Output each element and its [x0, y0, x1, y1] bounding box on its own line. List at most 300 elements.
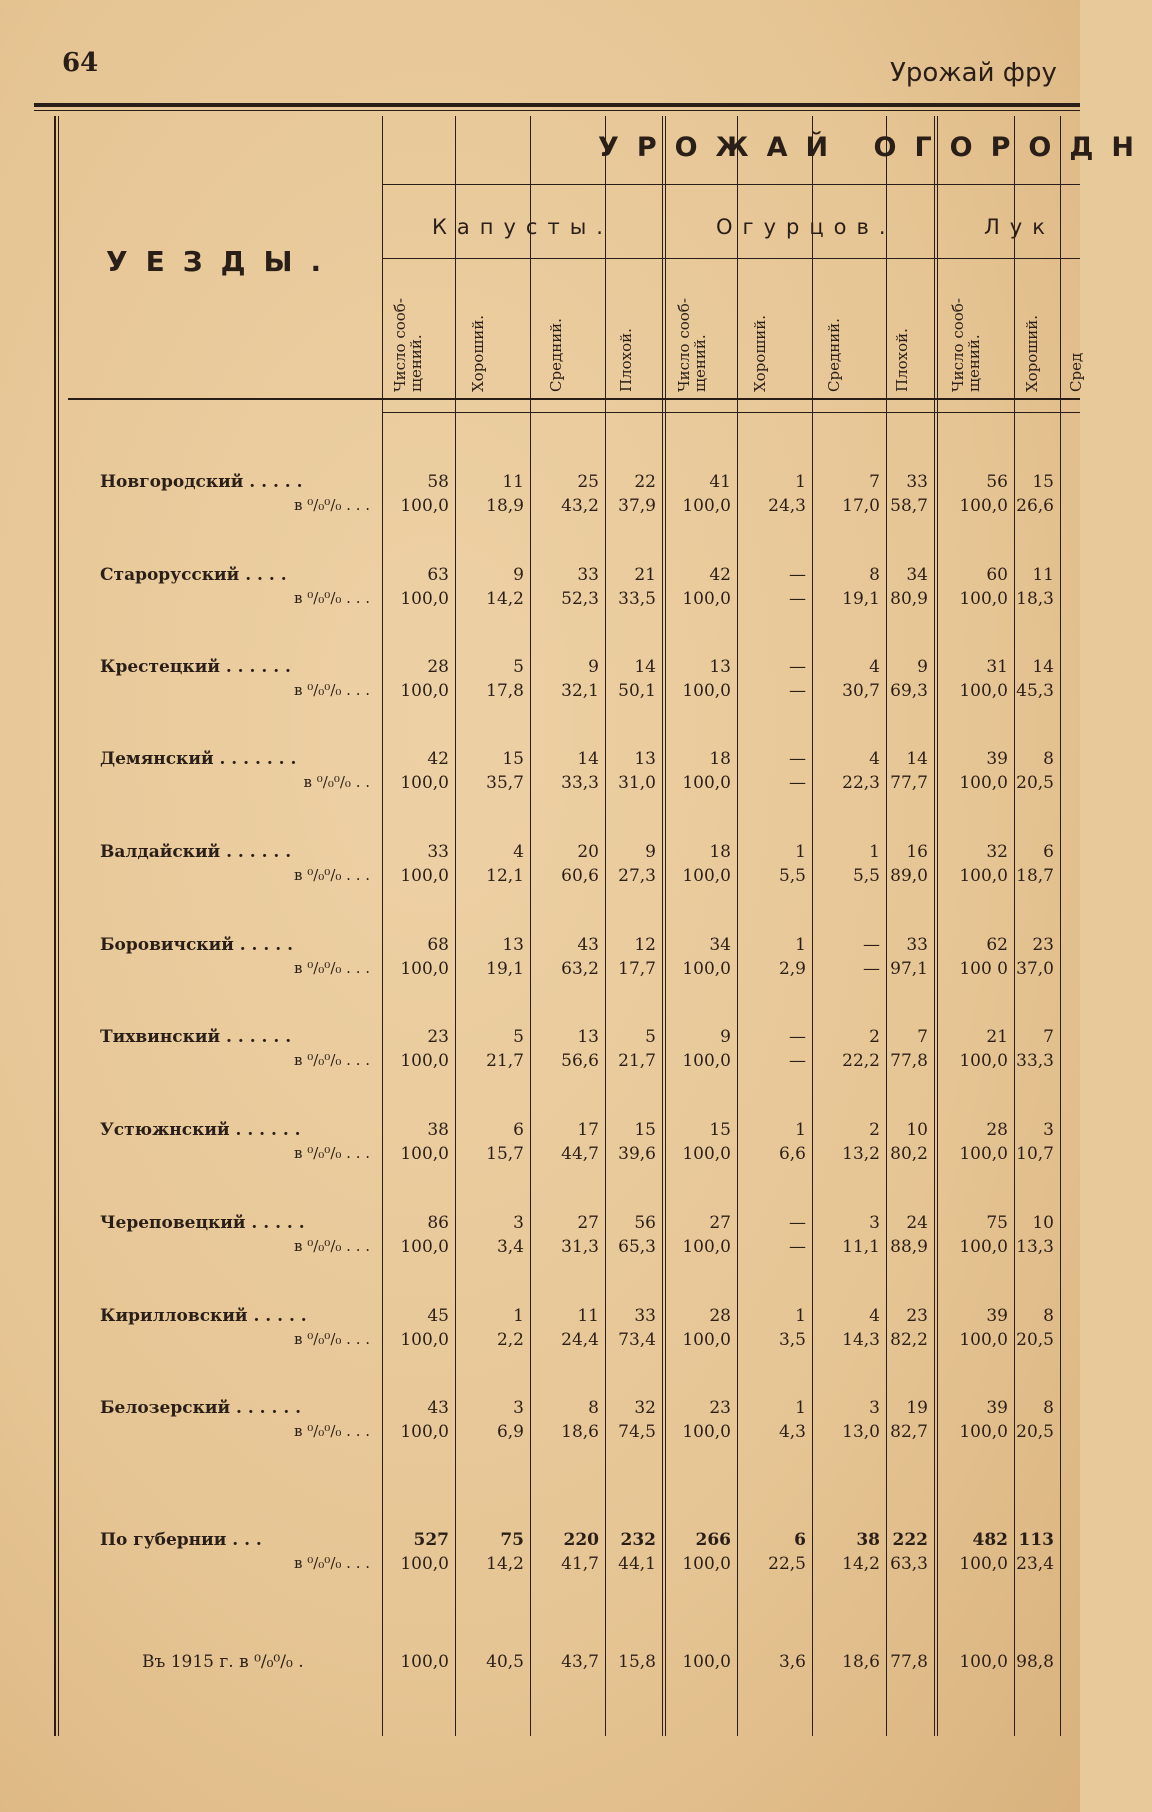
table-cell: 43 — [427, 1398, 449, 1418]
district-name: Белозерский . . . . . . — [100, 1398, 302, 1418]
table-cell: 88,9 — [890, 1237, 928, 1257]
table-cell: 18,9 — [486, 496, 524, 516]
table-cell: 43 — [577, 935, 599, 955]
district-name: Устюжнский . . . . . . — [100, 1120, 301, 1140]
table-cell: 22,5 — [768, 1554, 806, 1574]
table-cell: 33 — [906, 472, 928, 492]
table-cell: 1 — [795, 935, 806, 955]
table-cell: 4 — [869, 749, 880, 769]
table-cell: 17,8 — [486, 681, 524, 701]
subcolumn-header: Средний. — [825, 318, 843, 392]
table-cell: 4 — [869, 657, 880, 677]
table-cell: 100,0 — [682, 1422, 731, 1442]
table-cell: 39 — [986, 1306, 1008, 1326]
table-cell: 15 — [709, 1120, 731, 1140]
percent-label: в ⁰/₀⁰/₀ . . . — [294, 959, 370, 977]
table-cell: 45 — [427, 1306, 449, 1326]
table-cell: 15,7 — [486, 1144, 524, 1164]
table-cell: 28 — [709, 1306, 731, 1326]
table-cell: 98,8 — [1016, 1652, 1054, 1672]
table-cell: 1 — [795, 1306, 806, 1326]
table-cell: 6 — [513, 1120, 524, 1140]
table-cell: — — [789, 565, 806, 585]
table-cell: 100,0 — [400, 496, 449, 516]
table-cell: 97,1 — [890, 959, 928, 979]
table-cell: 11,1 — [842, 1237, 880, 1257]
table-cell: 7 — [869, 472, 880, 492]
column-group-1: Капусты. — [432, 215, 613, 239]
subcolumn-header: Сред — [1067, 352, 1085, 392]
table-cell: 266 — [695, 1530, 731, 1550]
table-cell: 74,5 — [618, 1422, 656, 1442]
table-cell: 3 — [513, 1398, 524, 1418]
table-cell: 14,2 — [486, 589, 524, 609]
table-cell: 14 — [1032, 657, 1054, 677]
table-cell: 3,5 — [778, 1330, 806, 1350]
subcolumn-header: Хороший. — [751, 314, 769, 392]
table-cell: 100,0 — [682, 1144, 731, 1164]
table-cell: 23 — [1032, 935, 1054, 955]
left-border — [54, 116, 56, 1736]
table-cell: 19,1 — [842, 589, 880, 609]
table-cell: 58,7 — [890, 496, 928, 516]
table-cell: 33 — [577, 565, 599, 585]
subcolumn-header: Число сооб- щений. — [391, 298, 425, 392]
column-divider — [1014, 116, 1015, 1736]
table-cell: 32,1 — [561, 681, 599, 701]
table-cell: 14,3 — [842, 1330, 880, 1350]
table-cell: 17 — [577, 1120, 599, 1140]
subcolumn-header: Плохой. — [893, 328, 911, 392]
table-cell: — — [789, 1051, 806, 1071]
table-cell: 39 — [986, 1398, 1008, 1418]
table-cell: 100,0 — [400, 1554, 449, 1574]
table-cell: — — [789, 773, 806, 793]
district-name: Тихвинский . . . . . . — [100, 1027, 292, 1047]
table-cell: 39 — [986, 749, 1008, 769]
column-divider — [382, 116, 383, 1736]
district-name: Кирилловский . . . . . — [100, 1306, 307, 1326]
table-cell: 5 — [513, 657, 524, 677]
table-cell: 1 — [795, 472, 806, 492]
table-cell: 13,2 — [842, 1144, 880, 1164]
table-cell: 100,0 — [959, 589, 1008, 609]
table-cell: — — [789, 681, 806, 701]
table-cell: 100,0 — [400, 1051, 449, 1071]
year-row-label: Въ 1915 г. в ⁰/₀⁰/₀ . — [142, 1652, 304, 1672]
table-cell: 100,0 — [400, 681, 449, 701]
table-cell: 100,0 — [400, 773, 449, 793]
table-cell: 21 — [986, 1027, 1008, 1047]
district-name: Новгородский . . . . . — [100, 472, 303, 492]
table-cell: 6 — [794, 1530, 806, 1550]
table-cell: — — [789, 1213, 806, 1233]
table-cell: 15 — [634, 1120, 656, 1140]
percent-label: в ⁰/₀⁰/₀ . . . — [294, 1422, 370, 1440]
table-cell: 13 — [709, 657, 731, 677]
table-cell: 80,2 — [890, 1144, 928, 1164]
table-cell: 5 — [513, 1027, 524, 1047]
table-cell: 14 — [906, 749, 928, 769]
table-cell: 24,3 — [768, 496, 806, 516]
table-cell: 75 — [986, 1213, 1008, 1233]
table-cell: 100,0 — [959, 1237, 1008, 1257]
table-cell: 15 — [502, 749, 524, 769]
table-cell: 9 — [917, 657, 928, 677]
table-cell: 40,5 — [486, 1652, 524, 1672]
table-cell: 3,6 — [778, 1652, 806, 1672]
table-cell: 23 — [906, 1306, 928, 1326]
percent-label: в ⁰/₀⁰/₀ . . . — [294, 1144, 370, 1162]
table-cell: 17,7 — [618, 959, 656, 979]
table-cell: 33 — [634, 1306, 656, 1326]
column-divider — [58, 116, 59, 1736]
table-cell: 42 — [427, 749, 449, 769]
column-divider — [455, 116, 456, 1736]
percent-label: в ⁰/₀⁰/₀ . . . — [294, 681, 370, 699]
page-number: 64 — [62, 48, 99, 78]
table-cell: 2,9 — [778, 959, 806, 979]
table-cell: 16 — [906, 842, 928, 862]
table-cell: 13,0 — [842, 1422, 880, 1442]
table-cell: 41 — [709, 472, 731, 492]
table-cell: 33 — [427, 842, 449, 862]
column-divider — [1060, 116, 1061, 1736]
district-name: Старорусский . . . . — [100, 565, 287, 585]
table-cell: 63,2 — [561, 959, 599, 979]
table-cell: 10 — [1032, 1213, 1054, 1233]
table-cell: 17,0 — [842, 496, 880, 516]
column-divider — [665, 116, 666, 1736]
table-cell: — — [863, 935, 880, 955]
table-cell: 100,0 — [682, 1652, 731, 1672]
table-cell: 63 — [427, 565, 449, 585]
table-cell: 8 — [588, 1398, 599, 1418]
table-cell: 22 — [634, 472, 656, 492]
table-cell: 34 — [709, 935, 731, 955]
table-cell: 13 — [634, 749, 656, 769]
table-cell: 1 — [795, 1120, 806, 1140]
table-cell: 12,1 — [486, 866, 524, 886]
table-cell: 3 — [1043, 1120, 1054, 1140]
subcolumn-header: Плохой. — [617, 328, 635, 392]
header-underline — [382, 184, 1080, 185]
table-cell: 100,0 — [959, 773, 1008, 793]
table-cell: 37,0 — [1016, 959, 1054, 979]
table-cell: 100,0 — [959, 1051, 1008, 1071]
table-cell: 15,8 — [618, 1652, 656, 1672]
table-cell: 1 — [869, 842, 880, 862]
table-cell: 7 — [1043, 1027, 1054, 1047]
table-cell: 22,3 — [842, 773, 880, 793]
top-rule-thin — [34, 110, 1080, 111]
percent-label: в ⁰/₀⁰/₀ . . . — [294, 1554, 370, 1572]
column-divider — [605, 116, 606, 1736]
table-cell: 56 — [986, 472, 1008, 492]
table-cell: 89,0 — [890, 866, 928, 886]
table-cell: 14 — [634, 657, 656, 677]
subcolumn-header: Число сооб- щений. — [675, 298, 709, 392]
table-cell: 13 — [577, 1027, 599, 1047]
table-cell: 18,7 — [1016, 866, 1054, 886]
table-cell: 100,0 — [959, 1144, 1008, 1164]
table-cell: 34 — [906, 565, 928, 585]
table-cell: 3,4 — [496, 1237, 524, 1257]
running-title: Урожай фру — [890, 58, 1057, 88]
table-cell: 100,0 — [959, 1652, 1008, 1672]
table-cell: 100,0 — [682, 1051, 731, 1071]
table-cell: 8 — [869, 565, 880, 585]
table-cell: — — [789, 589, 806, 609]
subcolumn-header: Число сооб- щений. — [949, 298, 983, 392]
table-cell: 58 — [427, 472, 449, 492]
table-cell: 220 — [563, 1530, 599, 1550]
table-cell: 100,0 — [682, 496, 731, 516]
table-cell: 100,0 — [959, 496, 1008, 516]
table-cell: 100,0 — [400, 1237, 449, 1257]
table-cell: 25 — [577, 472, 599, 492]
table-cell: 62 — [986, 935, 1008, 955]
table-cell: 23 — [709, 1398, 731, 1418]
table-cell: 63,3 — [890, 1554, 928, 1574]
table-cell: 60 — [986, 565, 1008, 585]
column-group-2: Огурцов. — [716, 215, 896, 239]
district-name: По губернии . . . — [100, 1530, 262, 1550]
table-cell: 100,0 — [682, 959, 731, 979]
table-cell: 4,3 — [778, 1422, 806, 1442]
table-cell: 6,9 — [496, 1422, 524, 1442]
table-cell: 20,5 — [1016, 773, 1054, 793]
table-cell: 2 — [869, 1027, 880, 1047]
table-cell: 33,3 — [561, 773, 599, 793]
table-cell: 42 — [709, 565, 731, 585]
table-cell: 75 — [500, 1530, 524, 1550]
table-cell: 26,6 — [1016, 496, 1054, 516]
table-cell: 24 — [906, 1213, 928, 1233]
table-cell: 14,2 — [842, 1554, 880, 1574]
table-cell: 100,0 — [400, 1422, 449, 1442]
table-cell: 21 — [634, 565, 656, 585]
table-cell: 7 — [917, 1027, 928, 1047]
table-cell: 13,3 — [1016, 1237, 1054, 1257]
table-cell: 33 — [906, 935, 928, 955]
table-cell: 11 — [577, 1306, 599, 1326]
table-cell: 23,4 — [1016, 1554, 1054, 1574]
table-cell: 2,2 — [496, 1330, 524, 1350]
table-cell: 32 — [634, 1398, 656, 1418]
table-cell: 52,3 — [561, 589, 599, 609]
district-name: Боровичский . . . . . — [100, 935, 293, 955]
table-cell: 4 — [869, 1306, 880, 1326]
column-divider — [934, 116, 935, 1736]
table-cell: 3 — [513, 1213, 524, 1233]
table-cell: 31,3 — [561, 1237, 599, 1257]
table-cell: 77,7 — [890, 773, 928, 793]
table-cell: 100,0 — [400, 589, 449, 609]
table-cell: 232 — [620, 1530, 656, 1550]
table-cell: 9 — [645, 842, 656, 862]
table-cell: 100,0 — [682, 681, 731, 701]
table-cell: 38 — [427, 1120, 449, 1140]
percent-label: в ⁰/₀⁰/₀ . . . — [294, 1051, 370, 1069]
table-cell: 482 — [972, 1530, 1008, 1550]
table-cell: 5,5 — [778, 866, 806, 886]
table-cell: 31 — [986, 657, 1008, 677]
table-cell: 18,6 — [561, 1422, 599, 1442]
table-cell: 527 — [413, 1530, 449, 1550]
table-cell: 68 — [427, 935, 449, 955]
table-cell: 10,7 — [1016, 1144, 1054, 1164]
district-name: Крестецкий . . . . . . — [100, 657, 291, 677]
table-cell: 1 — [795, 842, 806, 862]
table-cell: 5,5 — [852, 866, 880, 886]
table-cell: 8 — [1043, 1398, 1054, 1418]
table-cell: 37,9 — [618, 496, 656, 516]
table-cell: 100,0 — [682, 866, 731, 886]
table-cell: 14 — [577, 749, 599, 769]
row-header: УЕЗДЫ. — [106, 245, 340, 278]
table-cell: 77,8 — [890, 1652, 928, 1672]
table-cell: 100,0 — [682, 1330, 731, 1350]
table-cell: 33,5 — [618, 589, 656, 609]
subcolumn-header: Средний. — [547, 318, 565, 392]
table-cell: 100,0 — [400, 866, 449, 886]
table-cell: 30,7 — [842, 681, 880, 701]
percent-label: в ⁰/₀⁰/₀ . . . — [294, 1330, 370, 1348]
table-cell: 38 — [856, 1530, 880, 1550]
table-cell: 11 — [502, 472, 524, 492]
table-cell: 100,0 — [400, 959, 449, 979]
table-cell: 44,1 — [618, 1554, 656, 1574]
column-group-3: Лук — [984, 215, 1055, 239]
table-cell: 73,4 — [618, 1330, 656, 1350]
percent-label: в ⁰/₀⁰/₀ . . — [303, 773, 370, 791]
table-cell: — — [863, 959, 880, 979]
table-cell: 20,5 — [1016, 1422, 1054, 1442]
table-cell: 28 — [427, 657, 449, 677]
table-cell: 28 — [986, 1120, 1008, 1140]
table-cell: 18 — [709, 842, 731, 862]
table-cell: 21,7 — [486, 1051, 524, 1071]
table-cell: 56 — [634, 1213, 656, 1233]
table-cell: 14,2 — [486, 1554, 524, 1574]
table-cell: 35,7 — [486, 773, 524, 793]
table-cell: 9 — [720, 1027, 731, 1047]
table-cell: 27 — [709, 1213, 731, 1233]
table-cell: 100,0 — [959, 1330, 1008, 1350]
table-cell: 23 — [427, 1027, 449, 1047]
table-cell: 100,0 — [682, 773, 731, 793]
table-cell: 77,8 — [890, 1051, 928, 1071]
column-divider — [737, 116, 738, 1736]
percent-label: в ⁰/₀⁰/₀ . . . — [294, 589, 370, 607]
table-cell: 100,0 — [682, 1554, 731, 1574]
table-cell: 100,0 — [400, 1652, 449, 1672]
district-name: Валдайский . . . . . . — [100, 842, 292, 862]
column-divider — [886, 116, 887, 1736]
table-cell: 44,7 — [561, 1144, 599, 1164]
table-cell: 39,6 — [618, 1144, 656, 1164]
column-divider — [937, 116, 938, 1736]
district-name: Демянский . . . . . . . — [100, 749, 297, 769]
table-cell: 69,3 — [890, 681, 928, 701]
percent-label: в ⁰/₀⁰/₀ . . . — [294, 866, 370, 884]
column-divider — [530, 116, 531, 1736]
table-cell: 32 — [986, 842, 1008, 862]
header-bottom-rule — [68, 398, 1080, 400]
table-cell: — — [789, 749, 806, 769]
table-cell: 33,3 — [1016, 1051, 1054, 1071]
column-divider — [812, 116, 813, 1736]
table-cell: 2 — [869, 1120, 880, 1140]
table-cell: 10 — [906, 1120, 928, 1140]
table-cell: 18,3 — [1016, 589, 1054, 609]
table-cell: 20 — [577, 842, 599, 862]
table-cell: 20,5 — [1016, 1330, 1054, 1350]
table-cell: 27,3 — [618, 866, 656, 886]
table-cell: 18,6 — [842, 1652, 880, 1672]
table-cell: 9 — [513, 565, 524, 585]
table-cell: 45,3 — [1016, 681, 1054, 701]
table-cell: 100,0 — [400, 1330, 449, 1350]
table-cell: 100,0 — [959, 1554, 1008, 1574]
table-cell: 24,4 — [561, 1330, 599, 1350]
table-cell: 6,6 — [778, 1144, 806, 1164]
table-cell: 80,9 — [890, 589, 928, 609]
table-cell: 100,0 — [959, 681, 1008, 701]
subcolumn-header: Хороший. — [469, 314, 487, 392]
table-cell: 19 — [906, 1398, 928, 1418]
table-cell: 5 — [645, 1027, 656, 1047]
section-header: УРОЖАЙ ОГОРОДН — [598, 132, 1152, 163]
column-divider — [662, 116, 663, 1736]
table-cell: 100,0 — [959, 1422, 1008, 1442]
table-cell: 18 — [709, 749, 731, 769]
table-cell: 3 — [869, 1398, 880, 1418]
table-cell: 13 — [502, 935, 524, 955]
table-cell: 4 — [513, 842, 524, 862]
table-cell: 43,2 — [561, 496, 599, 516]
table-cell: 65,3 — [618, 1237, 656, 1257]
table-cell: 100 0 — [959, 959, 1008, 979]
table-cell: 60,6 — [561, 866, 599, 886]
table-cell: 100,0 — [682, 589, 731, 609]
table-cell: 6 — [1043, 842, 1054, 862]
table-cell: 100,0 — [959, 866, 1008, 886]
table-cell: 12 — [634, 935, 656, 955]
subcolumn-header: Хороший. — [1023, 314, 1041, 392]
table-cell: 15 — [1032, 472, 1054, 492]
table-cell: 11 — [1032, 565, 1054, 585]
table-cell: — — [789, 1027, 806, 1047]
table-cell: 9 — [588, 657, 599, 677]
percent-label: в ⁰/₀⁰/₀ . . . — [294, 1237, 370, 1255]
top-rule — [34, 103, 1080, 107]
table-cell: 8 — [1043, 1306, 1054, 1326]
table-cell: 50,1 — [618, 681, 656, 701]
table-cell: 19,1 — [486, 959, 524, 979]
table-cell: 100,0 — [682, 1237, 731, 1257]
table-cell: 113 — [1018, 1530, 1054, 1550]
table-cell: 31,0 — [618, 773, 656, 793]
table-cell: 27 — [577, 1213, 599, 1233]
table-cell: 41,7 — [561, 1554, 599, 1574]
table-cell: 82,7 — [890, 1422, 928, 1442]
table-cell: 1 — [513, 1306, 524, 1326]
table-cell: — — [789, 1237, 806, 1257]
percent-label: в ⁰/₀⁰/₀ . . . — [294, 496, 370, 514]
table-cell: 100,0 — [400, 1144, 449, 1164]
